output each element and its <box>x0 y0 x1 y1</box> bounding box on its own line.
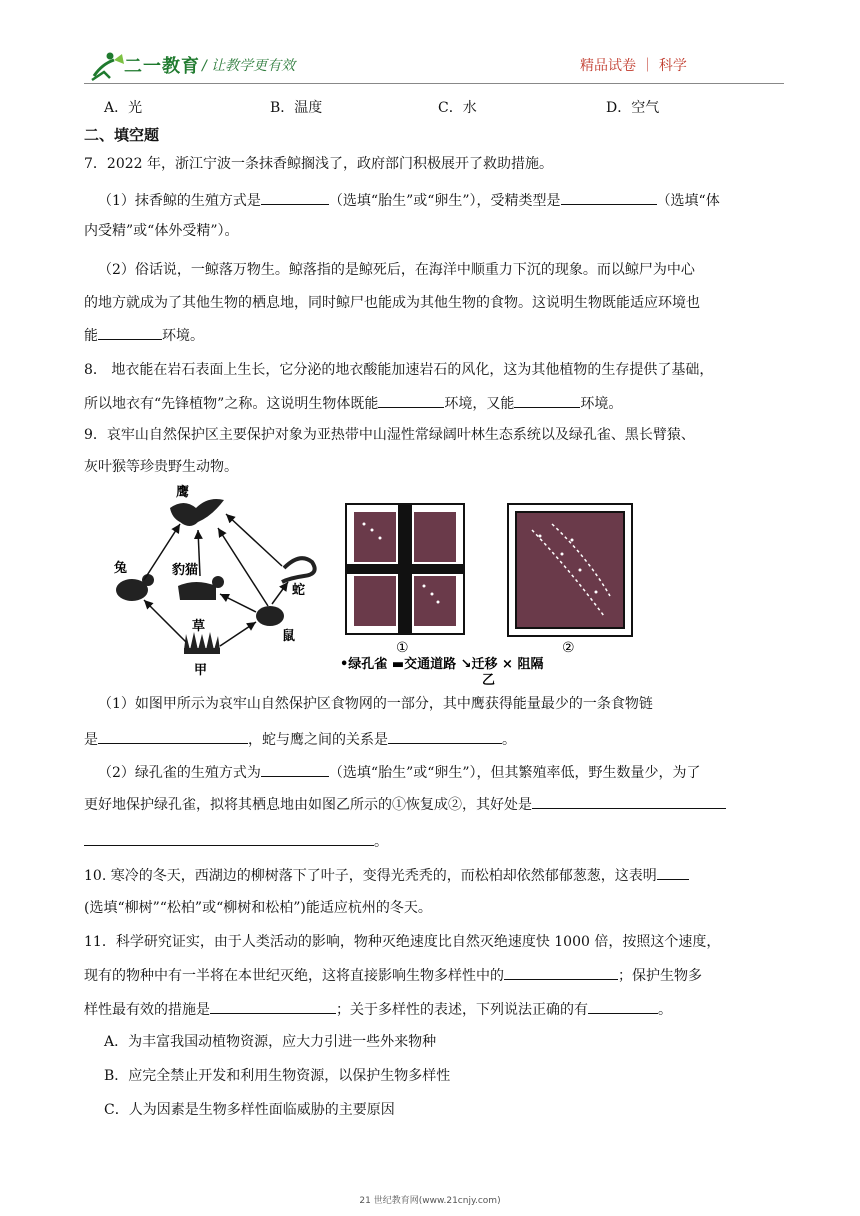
answer-blank[interactable] <box>261 761 329 777</box>
label-leopard-cat: 豹猫 <box>172 563 199 578</box>
q9-part1-line2: 是 ，蛇与鹰之间的关系是 。 <box>84 728 516 750</box>
answer-blank[interactable] <box>84 830 374 846</box>
answer-blank[interactable] <box>210 998 336 1014</box>
answer-blank[interactable] <box>532 793 726 809</box>
leopard-cat-icon <box>178 582 216 600</box>
q7-part2-line3: 能 环境。 <box>84 324 204 346</box>
q11-line3: 样性最有效的措施是 ；关于多样性的表述，下列说法正确的有 。 <box>84 998 672 1020</box>
q9-part2-line1: （2）绿孔雀的生殖方式为 （选填“胎生”或“卵生”），但其繁殖率低，野生数量少，为了 <box>98 761 701 783</box>
q8-line2: 所以地衣有“先锋植物”之称。这说明生物体既能 环境，又能 环境。 <box>84 392 622 414</box>
q6-option-c: C．水 <box>438 100 477 116</box>
answer-blank[interactable] <box>261 189 329 205</box>
q11-option-c: C．人为因素是生物多样性面临威胁的主要原因 <box>104 1102 395 1118</box>
label-rabbit: 兔 <box>114 561 128 576</box>
q9-part2-line2: 更好地保护绿孔雀，拟将其栖息地由如图乙所示的①恢复成②，其好处是 <box>84 793 726 815</box>
answer-blank[interactable] <box>98 324 162 340</box>
q7-part1-line2: 内受精”或“体外受精”）。 <box>84 223 239 239</box>
answer-blank[interactable] <box>561 189 657 205</box>
logo-text: 二一教育 <box>124 56 200 77</box>
q11-line1: 11．科学研究证实，由于人类活动的影响，物种灭绝速度比自然灭绝速度快 1000 倍，按照这个速度， <box>84 934 721 950</box>
section-title: 二、填空题 <box>84 126 160 144</box>
figure-jia-food-web <box>100 482 332 682</box>
panel-2-number: ② <box>562 640 575 656</box>
answer-blank[interactable] <box>98 728 248 744</box>
figure-caption-yi: 乙 <box>482 673 496 686</box>
answer-blank[interactable] <box>504 964 618 980</box>
answer-blank[interactable] <box>514 392 580 408</box>
q7-stem: 7．2022 年，浙江宁波一条抹香鲸搁浅了，政府部门积极展开了救助措施。 <box>84 156 553 172</box>
answer-blank[interactable] <box>388 728 502 744</box>
q11-option-b: B．应完全禁止开发和利用生物资源，以保护生物多样性 <box>104 1068 451 1084</box>
q9-line2: 灰叶猴等珍贵野生动物。 <box>84 459 238 475</box>
q7-part2-line2: 的地方就成为了其他生物的栖息地，同时鲸尸也能成为其他生物的食物。这说明生物既能适应环境也 <box>84 295 700 311</box>
label-snake: 蛇 <box>292 583 306 598</box>
grass-icon <box>184 632 220 650</box>
answer-blank[interactable] <box>378 392 444 408</box>
q8-line1: 8． 地衣能在岩石表面上生长，它分泌的地衣酸能加速岩石的风化，这为其他植物的生存提供了基础， <box>84 362 714 378</box>
label-mouse: 鼠 <box>282 629 296 644</box>
figure-caption-jia: 甲 <box>194 663 208 678</box>
eagle-icon <box>170 499 224 526</box>
q7-part1-line1: （1）抹香鲸的生殖方式是 （选填“胎生”或“卵生”），受精类型是 （选填“体 <box>98 189 720 211</box>
q11-line2: 现有的物种中有一半将在本世纪灭绝，这将直接影响生物多样性中的 ；保护生物多 <box>84 964 702 986</box>
q11-option-a: A．为丰富我国动植物资源，应大力引进一些外来物种 <box>104 1034 437 1050</box>
q6-option-d: D．空气 <box>606 100 660 116</box>
label-eagle: 鹰 <box>176 485 190 500</box>
header-slogan: / 让教学更有效 <box>202 58 296 74</box>
q7-part2-line1: （2）俗话说，一鲸落万物生。鲸落指的是鲸死后，在海洋中顺重力下沉的现象。而以鲸尸为中心 <box>98 262 695 278</box>
label-grass: 草 <box>192 619 206 634</box>
header-right: 精品试卷 ｜ 科学 <box>580 58 687 74</box>
q10-line2: (选填“柳树”“松柏”或“柳树和松柏”)能适应杭州的冬天。 <box>84 900 432 916</box>
answer-blank[interactable] <box>657 864 689 880</box>
q6-option-b: B．温度 <box>270 100 323 116</box>
q9-line1: 9．哀牢山自然保护区主要保护对象为亚热带中山湿性常绿阔叶林生态系统以及绿孔雀、黑长臂猿、 <box>84 427 695 443</box>
figure-legend: •绿孔雀 ▬交通道路 ↘迁移 × 阻隔 <box>340 657 544 672</box>
q9-part2-line3: 。 <box>84 830 388 852</box>
answer-blank[interactable] <box>588 998 658 1014</box>
snake-icon <box>282 558 315 582</box>
page-footer: 21 世纪教育网(www.21cnjy.com) <box>359 1196 501 1206</box>
q10-line1: 10. 寒冷的冬天，西湖边的柳树落下了叶子，变得光秃秃的，而松柏却依然郁郁葱葱，这表明 <box>84 864 689 886</box>
q9-part1-line1: （1）如图甲所示为哀牢山自然保护区食物网的一部分，其中鹰获得能量最少的一条食物链 <box>98 696 653 712</box>
page-header <box>0 0 860 95</box>
header-divider <box>84 83 784 84</box>
mouse-icon <box>256 606 284 626</box>
figure-yi-habitat <box>340 500 662 686</box>
panel-1-number: ① <box>396 640 409 656</box>
q6-option-a: A．光 <box>104 100 143 116</box>
